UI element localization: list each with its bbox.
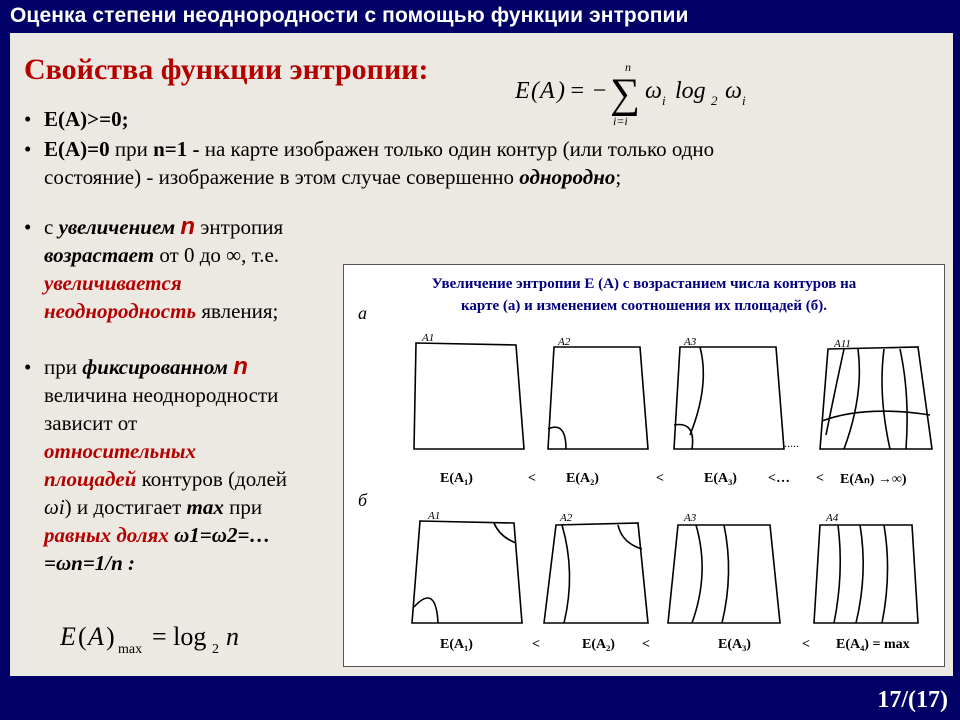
formula-i: i <box>662 93 666 108</box>
map-ellipsis: ..... <box>784 436 799 450</box>
b4-l5a: площадей <box>44 467 137 491</box>
map-a3-label: A3 <box>684 336 697 348</box>
max-a: A <box>88 622 104 651</box>
map-a3-contour2 <box>690 347 703 435</box>
b4-l6d: при <box>223 495 263 519</box>
formula-2: 2 <box>711 93 718 108</box>
b4-l3: зависит от <box>44 411 138 435</box>
label-b: б <box>358 490 368 510</box>
formula-sigma: ∑ <box>610 71 640 117</box>
b4-l6b: ) и достигает <box>64 495 187 519</box>
max-paren2: ) <box>106 622 115 651</box>
formula-log: log <box>675 78 706 104</box>
b2-rest: на карте изображен только один контур (или только одно <box>204 137 715 161</box>
b4-l4: относительных <box>44 439 196 463</box>
map-b4-contour3 <box>882 525 888 623</box>
b3-l4b: явления; <box>196 299 279 323</box>
ra-1: < <box>528 471 536 486</box>
b3-l1a: с <box>44 215 59 239</box>
figure-caption <box>354 273 934 317</box>
b4-l5b: контуров (долей <box>136 467 288 491</box>
comparison-row-b <box>344 637 944 657</box>
b4-l2: величина неоднородности <box>44 383 279 407</box>
b3-l3: увеличивается <box>44 271 182 295</box>
formula-omega: ω <box>645 78 662 104</box>
b3-n: n <box>180 213 196 240</box>
map-a2-label: A2 <box>558 336 571 348</box>
ra-7: E(Aₙ) →∞) <box>840 472 907 487</box>
rb-3: < <box>642 637 650 652</box>
map-b2-outline <box>544 523 648 623</box>
bullet-1-text: E(A)>=0; <box>44 107 129 131</box>
b4-l6a: ωi <box>44 495 65 519</box>
maps-row-a <box>344 325 944 455</box>
map-b1-contour1 <box>494 523 516 543</box>
map-b4-label: A4 <box>826 512 839 524</box>
caption-l1: Увеличение энтропии E (A) с возрастанием числа контуров на <box>431 276 857 292</box>
formula-eq: = − <box>569 78 608 104</box>
map-a11-contour2 <box>844 349 859 449</box>
map-a2-contour <box>548 427 566 449</box>
entropy-formula-svg <box>515 63 805 133</box>
rb-5: < <box>802 637 810 652</box>
map-a11-label: A11 <box>834 338 851 350</box>
ra-6: < <box>816 471 824 486</box>
b3-l1b: увеличением <box>58 215 181 239</box>
bullet-4 <box>44 353 344 577</box>
map-b1-outline <box>412 521 522 623</box>
rb-4: E(A₃) <box>718 637 751 652</box>
ra-4: E(A₃) <box>704 471 737 486</box>
b4-l7b: ω1=ω2=… <box>174 523 271 547</box>
bullet-1 <box>44 105 129 133</box>
b2-line2: состояние) - изображение в этом случае совершенно <box>44 165 520 189</box>
b3-l1c: энтропия <box>195 215 284 239</box>
map-b4-outline <box>814 525 918 623</box>
max-formula-svg <box>60 615 320 659</box>
formula-paren-close: ) <box>557 78 565 104</box>
ra-3: < <box>656 471 664 486</box>
map-b4-contour1 <box>834 525 840 623</box>
max-e: E <box>60 622 76 651</box>
map-a11-contour1 <box>826 349 844 435</box>
slide-title: Оценка степени неоднородности с помощью функции энтропии <box>10 4 689 27</box>
b3-l2b: от 0 до ∞, т.е. <box>154 243 280 267</box>
b2-mid: при <box>109 137 154 161</box>
b3-l4a: неоднородность <box>44 299 197 323</box>
map-b1-contour2 <box>414 598 438 623</box>
bullet-3 <box>44 213 344 325</box>
b4-l6c: max <box>186 495 224 519</box>
ra-0: E(A₁) <box>440 471 473 486</box>
rb-0: E(A₁) <box>440 637 473 652</box>
map-b4-contour2 <box>856 525 863 623</box>
ra-5: <… <box>768 471 790 486</box>
formula-sum-top: n <box>625 63 631 74</box>
map-b3-contour1 <box>692 525 702 623</box>
b4-l7a: равных долях <box>44 523 175 547</box>
formula-lhs: E <box>515 78 530 104</box>
rb-2: E(A₂) <box>582 637 615 652</box>
b4-l1a: при <box>44 355 83 379</box>
ra-2: E(A₂) <box>566 471 599 486</box>
map-b1-label: A1 <box>428 510 441 522</box>
b3-l2a: возрастает <box>44 243 155 267</box>
max-paren: ( <box>78 622 87 651</box>
formula-a: A <box>540 78 555 104</box>
rb-6: E(A₄) = max <box>836 637 910 652</box>
formula-paren: ( <box>531 78 539 104</box>
max-n: n <box>226 622 239 651</box>
max-eq: = log <box>152 622 207 651</box>
caption-l2: карте (а) и изменением соотношения их площадей (б). <box>461 298 827 314</box>
b4-l8: =ωn=1/n : <box>44 551 136 575</box>
map-a11-contour4 <box>900 349 907 449</box>
label-a: а <box>358 303 367 323</box>
page-number: 17/(17) <box>877 687 948 713</box>
map-b3-label: A3 <box>684 512 697 524</box>
maps-row-b <box>344 503 944 633</box>
entropy-formula <box>515 63 805 133</box>
map-a1-label: A1 <box>422 332 435 344</box>
map-b3-contour2 <box>722 525 729 623</box>
b2-end: ; <box>615 165 622 189</box>
comparison-row-a <box>344 471 944 491</box>
map-a1-outline <box>414 343 524 449</box>
map-a11-contour5 <box>822 411 930 421</box>
b2-bold2: n=1 - <box>153 137 205 161</box>
section-title: Свойства функции энтропии: <box>24 53 429 86</box>
b4-l1b: фиксированном <box>82 355 234 379</box>
rb-1: < <box>532 637 540 652</box>
max-2: 2 <box>212 642 219 657</box>
entropy-figure <box>343 264 945 667</box>
formula-i2: i <box>742 93 746 108</box>
b2-em: однородно <box>519 165 616 189</box>
max-formula <box>60 615 320 664</box>
formula-omega2: ω <box>725 78 742 104</box>
map-b2-label: A2 <box>560 512 573 524</box>
b4-n: n <box>233 353 248 380</box>
map-a11-contour3 <box>882 349 890 449</box>
map-a3-contour1 <box>674 425 693 450</box>
map-b3-outline <box>668 525 780 623</box>
map-b2-contour1 <box>562 525 570 623</box>
formula-sum-bottom: i=i <box>613 114 628 128</box>
b2-bold: E(A)=0 <box>44 137 110 161</box>
max-sub: max <box>118 642 143 657</box>
map-a11-outline <box>820 347 932 449</box>
bullet-2 <box>44 135 924 191</box>
